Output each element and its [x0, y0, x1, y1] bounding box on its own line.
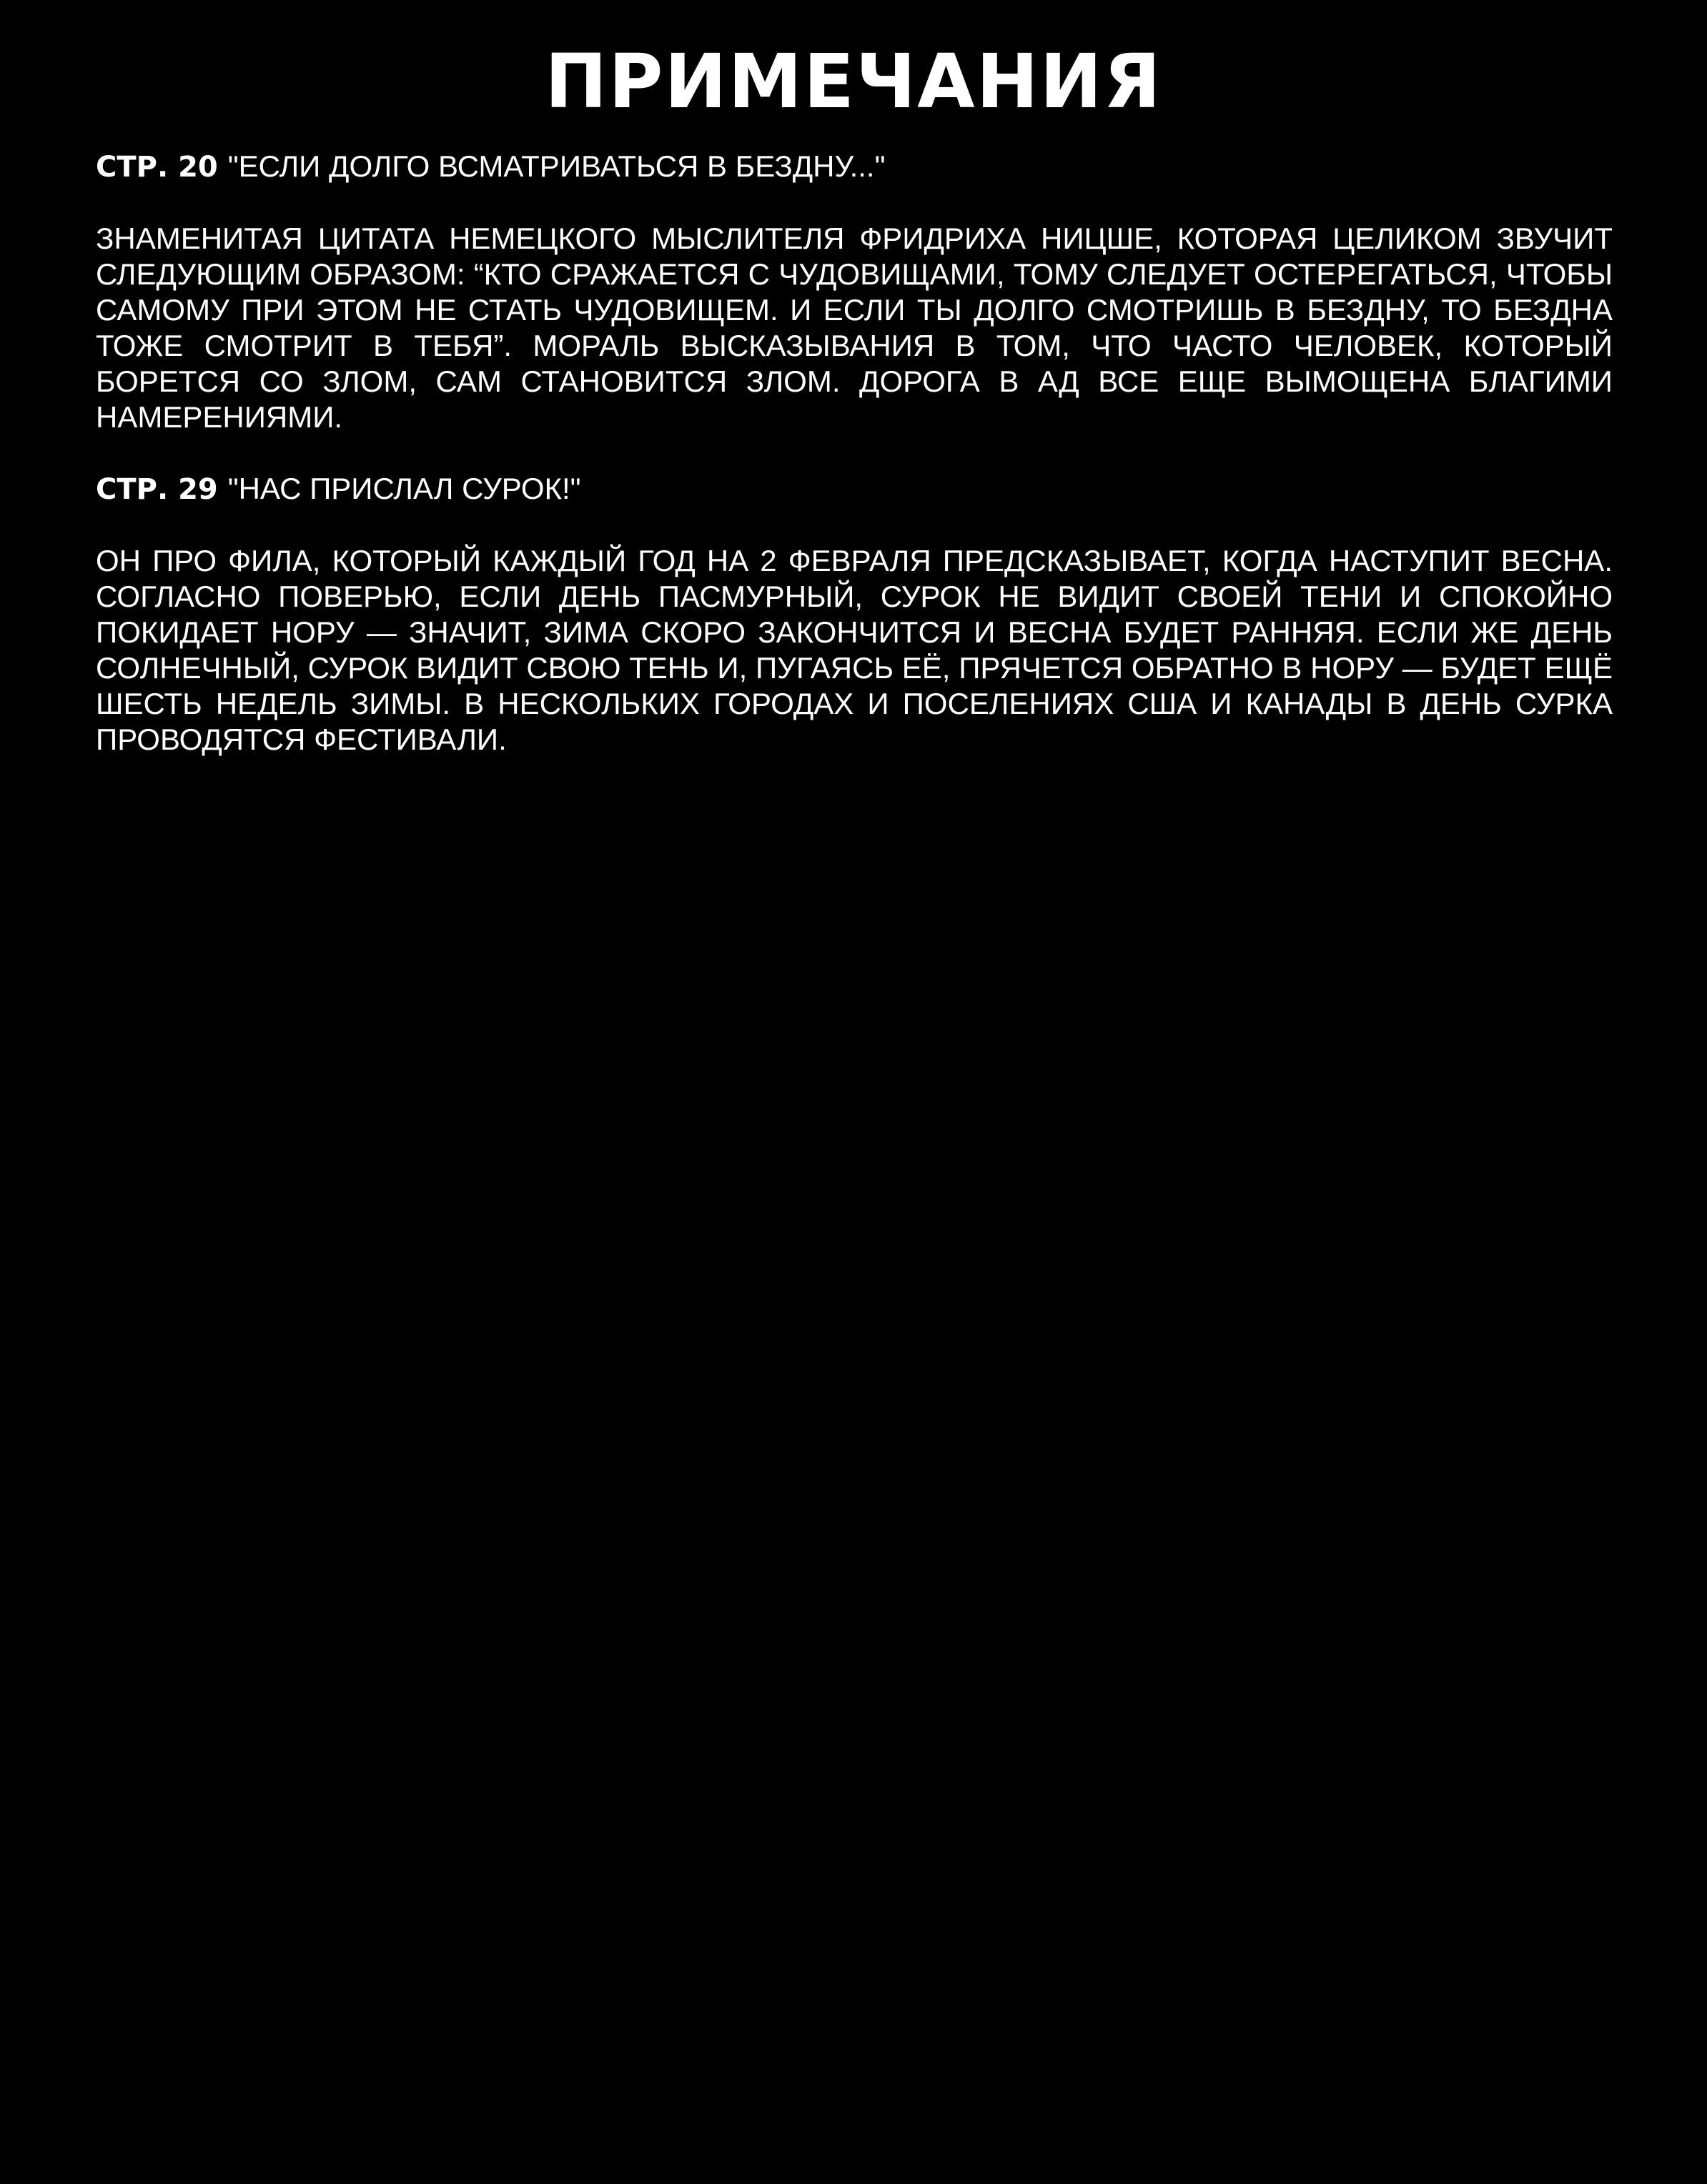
note-reference	[96, 471, 1613, 507]
notes-list	[96, 149, 1613, 758]
note-body: ОН ПРО ФИЛА, КОТОРЫЙ КАЖДЫЙ ГОД НА 2 ФЕВРАЛЯ ПРЕДСКАЗЫВАЕТ, КОГДА НАСТУПИТ ВЕСНА. СОГЛАСНО ПОВЕРЬЮ, ЕСЛИ ДЕНЬ ПАСМУРНЫЙ, СУРОК НЕ ВИДИТ СВОЕЙ ТЕНИ И СПОКОЙНО ПОКИДАЕТ НОРУ — ЗНАЧИТ, ЗИМА СКОРО ЗАКОНЧИТСЯ И ВЕСНА БУДЕТ РАННЯЯ. ЕСЛИ ЖЕ ДЕНЬ СОЛНЕЧНЫЙ, СУРОК ВИДИТ СВОЮ ТЕНЬ И, ПУГАЯСЬ ЕЁ, ПРЯЧЕТСЯ ОБРАТНО В НОРУ — БУДЕТ ЕЩЁ ШЕСТЬ НЕДЕЛЬ ЗИМЫ. В НЕСКОЛЬКИХ ГОРОДАХ И ПОСЕЛЕНИЯХ США И КАНАДЫ В ДЕНЬ СУРКА ПРОВОДЯТСЯ ФЕСТИВАЛИ.	[96, 544, 1613, 756]
note-reference	[96, 149, 1613, 185]
note-body: ЗНАМЕНИТАЯ ЦИТАТА НЕМЕЦКОГО МЫСЛИТЕЛЯ ФРИДРИХА НИЦШЕ, КОТОРАЯ ЦЕЛИКОМ ЗВУЧИТ СЛЕДУЮЩИМ ОБРАЗОМ: “КТО СРАЖАЕТСЯ С ЧУДОВИЩАМИ, ТОМУ СЛЕДУЕТ ОСТЕРЕГАТЬСЯ, ЧТОБЫ САМОМУ ПРИ ЭТОМ НЕ СТАТЬ ЧУДОВИЩЕМ. И ЕСЛИ ТЫ ДОЛГО СМОТРИШЬ В БЕЗДНУ, ТО БЕЗДНА ТОЖЕ СМОТРИТ В ТЕБЯ”. МОРАЛЬ ВЫСКАЗЫВАНИЯ В ТОМ, ЧТО ЧАСТО ЧЕЛОВЕК, КОТОРЫЙ БОРЕТСЯ СО ЗЛОМ, САМ СТАНОВИТСЯ ЗЛОМ. ДОРОГА В АД ВСЕ ЕЩЕ ВЫМОЩЕНА БЛАГИМИ НАМЕРЕНИЯМИ.	[96, 222, 1613, 434]
note-quote: "ЕСЛИ ДОЛГО ВСМАТРИВАТЬСЯ В БЕЗДНУ..."	[227, 149, 886, 183]
note-item	[96, 149, 1613, 435]
page-title: ПРИМЕЧАНИЯ	[545, 38, 1162, 125]
note-page-number: СТР. 20	[96, 151, 218, 184]
note-item	[96, 471, 1613, 758]
note-page-number: СТР. 29	[96, 473, 218, 506]
note-quote: "НАС ПРИСЛАЛ СУРОК!"	[227, 472, 581, 505]
